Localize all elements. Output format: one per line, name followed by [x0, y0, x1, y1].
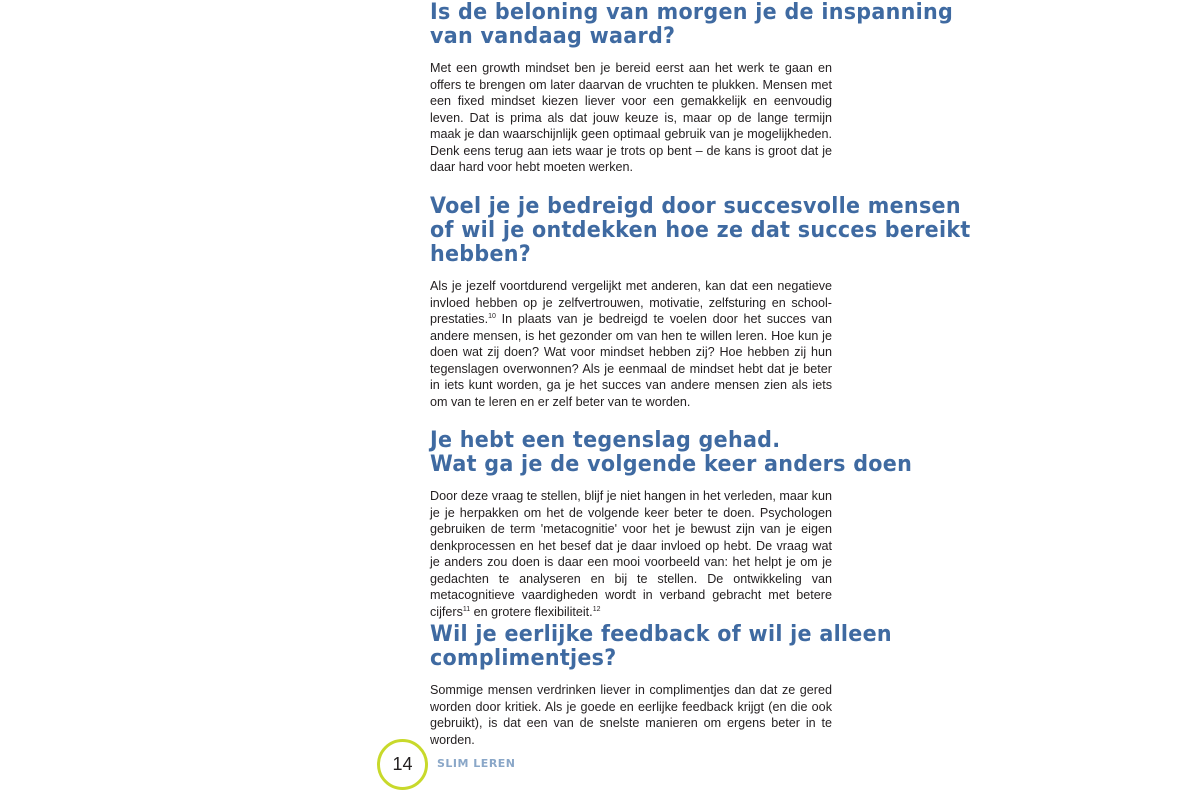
section-heading	[430, 623, 892, 671]
heading-line: Je hebt een tegenslag gehad.	[430, 428, 781, 453]
section-heading	[430, 429, 912, 477]
footnote-marker: 10	[488, 312, 496, 320]
section-heading	[430, 195, 971, 267]
footnote-marker: 12	[592, 605, 601, 613]
heading-line: Voel je je bedreigd door succesvolle mensen	[430, 194, 961, 219]
heading-line: van vandaag waard?	[430, 24, 676, 49]
heading-line: hebben?	[430, 242, 532, 267]
page-number-circle	[377, 739, 428, 790]
heading-line: complimentjes?	[430, 646, 617, 671]
section-paragraph	[430, 488, 832, 620]
paragraph-text: Door deze vraag te stellen, blijf je niet hangen in het verleden, maar kun je je herpakken om het de volgende keer beter te doen. Psychologen gebruiken de term 'metacognitie' voor het je bewust zijn van je eigen denkprocessen en het besef dat je daar invloed op hebt. De vraag wat je anders zou doen is daar een mooi voorbeeld van: het helpt je om je gedachten te analyseren en bij te stellen. De ontwikkeling van metacognitieve vaardigheden wordt in verband gebracht met betere cijfers	[430, 489, 832, 619]
heading-line: Is de beloning van morgen je de inspanning	[430, 0, 954, 25]
section-paragraph	[430, 278, 832, 410]
section-paragraph: Met een growth mindset ben je bereid eerst aan het werk te gaan en offers te brengen om later daarvan de vruchten te plukken. Mensen met een fixed mindset kiezen liever voor een gemakkelijk en eenvoudig leven. Dat is prima als dat jouw keuze is, maar op de lange termijn maak je dan waarschijnlijk geen optimaal gebruik van je mogelijkheden. Denk eens terug aan iets waar je trots op bent – de kans is groot dat je daar hard voor hebt moeten werken.	[430, 61, 832, 174]
footnote-marker: 11	[462, 605, 471, 613]
running-title: SLIM LEREN	[437, 757, 516, 770]
paragraph-text: In plaats van je bedreigd te voelen door het succes van andere mensen, is het gezonder om van hen te willen leren. Hoe kun je doen wat zij doen? Wat voor mindset hebben zij? Hoe hebben zij hun tegenslagen overwonnen? Als je eenmaal de mindset hebt dat je beter in iets kunt worden, ga je het succes van andere mensen zien als iets om van te leren en er zelf beter van te worden.	[430, 312, 832, 409]
paragraph-text: en grotere flexibiliteit.	[470, 604, 593, 619]
page-number: 14	[392, 754, 413, 774]
paragraph-text: Als je jezelf voortdurend vergelijkt met anderen, kan dat een negatieve invloed hebben op je zelfvertrouwen, motivatie, zelfsturing en schoolprestaties.	[430, 279, 832, 326]
section-paragraph: Sommige mensen verdrinken liever in complimentjes dan dat ze gered worden door kritiek. Als je goede en eerlijke feedback krijgt (en die ook gebruikt), is dat een van de snelste manieren om ergens beter in te worden.	[430, 683, 832, 747]
heading-line: of wil je ontdekken hoe ze dat succes bereikt	[430, 218, 971, 243]
heading-line: Wil je eerlijke feedback of wil je alleen	[430, 622, 892, 647]
page-footer	[377, 739, 677, 789]
heading-line: Wat ga je de volgende keer anders doen	[430, 452, 913, 477]
section-heading	[430, 1, 953, 49]
